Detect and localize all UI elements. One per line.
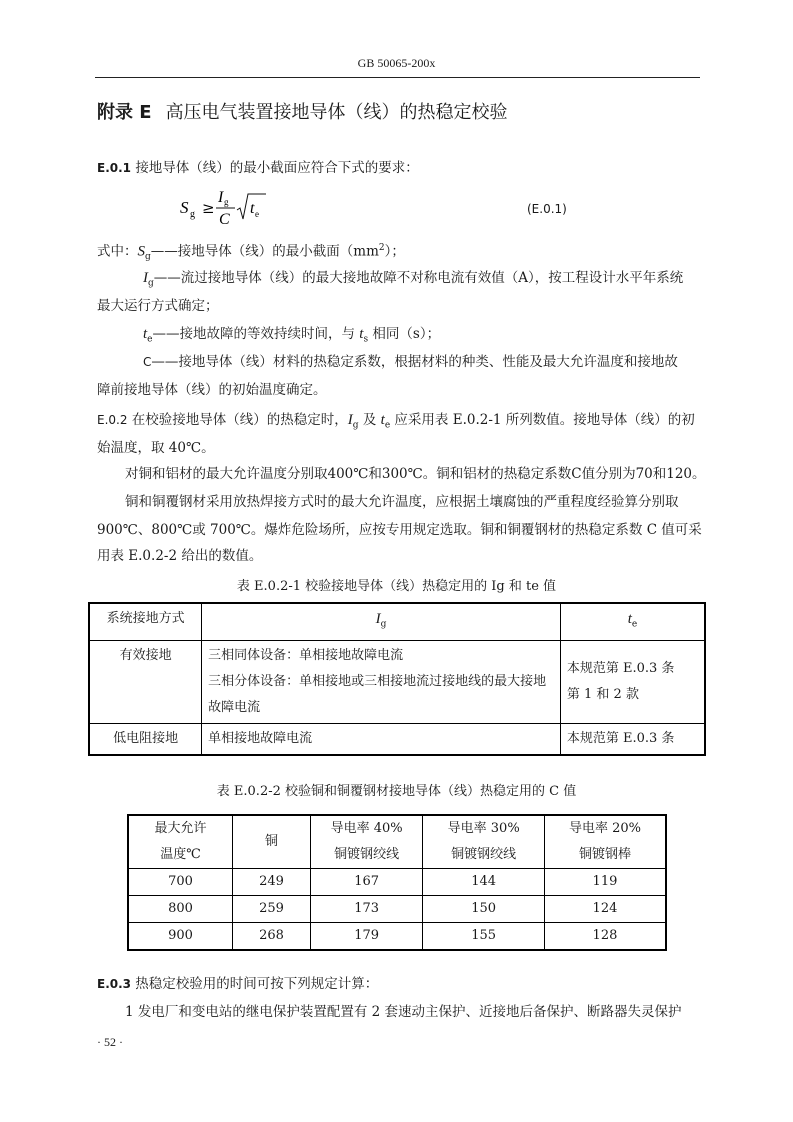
def-te bbox=[143, 324, 440, 350]
def-c bbox=[143, 352, 678, 372]
def-ig-text: ——流过接地导体（线）的最大接地故障不对称电流有效值（A），按工程设计水平年系统 bbox=[153, 270, 684, 286]
sym-te: t bbox=[143, 326, 148, 342]
header-rule bbox=[95, 77, 700, 78]
cell-ig-line: 三相同体设备：单相接地故障电流 bbox=[208, 647, 404, 663]
def-sg-end: ）； bbox=[384, 243, 405, 260]
table-row bbox=[128, 869, 666, 896]
header-ig bbox=[202, 603, 561, 640]
header-40 bbox=[310, 815, 423, 869]
formula-radicand-sub: e bbox=[255, 209, 259, 219]
formula-lhs: S bbox=[180, 198, 189, 217]
e02-text-b: 应采用表 E.0.2-1 所列数值。接地导体（线）的初 bbox=[390, 412, 695, 428]
sym-ts: t bbox=[359, 326, 364, 342]
def-sg-sup: 2 bbox=[378, 243, 385, 253]
header-30 bbox=[423, 815, 545, 869]
cell-value: 179 bbox=[310, 923, 423, 951]
header-line: 导电率 40% bbox=[330, 821, 403, 836]
header-max-temp bbox=[128, 815, 233, 869]
cell-ig-line: 三相分体设备：单相接地或三相接地流过接地线的最大接地 bbox=[208, 673, 547, 689]
header-grounding-mode: 系统接地方式 bbox=[89, 603, 202, 640]
formula-operator: ≥ bbox=[202, 199, 215, 217]
cell-temp: 800 bbox=[128, 896, 233, 923]
header-line: 铜镀钢棒 bbox=[578, 847, 631, 862]
cell-te-line: 本规范第 E.0.3 条 bbox=[566, 660, 675, 676]
e02-text-c: 始温度，取 40℃。 bbox=[97, 440, 215, 456]
cell-ig bbox=[202, 640, 561, 723]
cell-value: 173 bbox=[310, 896, 423, 923]
appendix-title bbox=[97, 98, 508, 124]
e03-item-1: 1 发电厂和变电站的继电保护装置配置有 2 套速动主保护、近接地后备保护、断路器失灵保护 bbox=[125, 1004, 682, 1020]
formula-numerator: I bbox=[218, 189, 224, 206]
cell-value: 167 bbox=[310, 869, 423, 896]
sym-te: t bbox=[380, 412, 385, 428]
paragraph-max-temp: 对铜和铝材的最大允许温度分别取400℃和300℃。铜和铝材的热稳定系数C值分别为70和120。 bbox=[125, 466, 706, 482]
paragraph-exothermic-c: 用表 E.0.2-2 给出的数值。 bbox=[97, 548, 263, 564]
table-row bbox=[128, 923, 666, 951]
cell-te-line: 第 1 和 2 款 bbox=[566, 686, 639, 702]
sym-te-sub: e bbox=[384, 420, 391, 431]
def-ig-cont: 最大运行方式确定； bbox=[97, 298, 219, 314]
header-line: 铜镀钢绞线 bbox=[334, 847, 400, 862]
sym-c: C bbox=[143, 355, 152, 369]
cell-temp: 700 bbox=[128, 869, 233, 896]
sym-sg-sub: g bbox=[145, 252, 151, 263]
cell-value: 144 bbox=[423, 869, 545, 896]
cell-te bbox=[560, 640, 705, 723]
header-copper: 铜 bbox=[233, 815, 311, 869]
formula-denominator: C bbox=[219, 211, 230, 228]
def-te-text: ——接地故障的等效持续时间，与 bbox=[152, 326, 360, 342]
paragraph-exothermic-b: 900℃、800℃或 700℃。爆炸危险场所，应按专用规定选取。铜和铜覆钢材的热稳定系数 C 值可采 bbox=[97, 522, 702, 538]
cell-value: 128 bbox=[544, 923, 666, 951]
cell-value: 249 bbox=[233, 869, 311, 896]
clause-e02 bbox=[97, 410, 695, 436]
clause-number: E.0.1 bbox=[97, 161, 132, 175]
table-c-values bbox=[127, 814, 667, 951]
appendix-title-text: 高压电气装置接地导体（线）的热稳定校验 bbox=[165, 102, 508, 123]
sym-ig-sub: g bbox=[352, 420, 359, 431]
sym-te-sub: e bbox=[147, 334, 153, 345]
table-row bbox=[128, 896, 666, 923]
sym-ig-sub: g bbox=[148, 278, 154, 289]
header-line: 温度℃ bbox=[160, 847, 201, 862]
header-line: 导电率 30% bbox=[447, 821, 520, 836]
table-header-row bbox=[128, 815, 666, 869]
sym-ig: I bbox=[347, 412, 353, 428]
formula-radicand: t bbox=[250, 200, 255, 217]
table-row bbox=[89, 640, 705, 723]
header-te bbox=[560, 603, 705, 640]
e02-and: 及 bbox=[358, 412, 381, 428]
header-20 bbox=[544, 815, 666, 869]
formula-numerator-sub: g bbox=[224, 197, 229, 207]
paragraph-exothermic-a: 铜和铜覆钢材采用放热焊接方式时的最大允许温度，应根据土壤腐蚀的严重程度经验算分别取 bbox=[125, 494, 679, 510]
cell-value: 119 bbox=[544, 869, 666, 896]
table1-caption: 表 E.0.2-1 校验接地导体（线）热稳定用的 Ig 和 te 值 bbox=[236, 579, 557, 594]
table-ig-te bbox=[88, 602, 706, 756]
running-header: GB 50065-200x bbox=[357, 56, 436, 70]
cell-value: 268 bbox=[233, 923, 311, 951]
table2-caption: 表 E.0.2-2 校验铜和铜覆钢材接地导体（线）热稳定用的 C 值 bbox=[216, 784, 577, 799]
cell-value: 259 bbox=[233, 896, 311, 923]
def-te-end: 相同（s）； bbox=[368, 326, 441, 342]
formula-e01 bbox=[178, 186, 288, 230]
clause-text: 接地导体（线）的最小截面应符合下式的要求： bbox=[135, 160, 419, 176]
def-c-text: ——接地导体（线）材料的热稳定系数，根据材料的种类、性能及最大允许温度和接地故 bbox=[151, 354, 678, 370]
cell-te: 本规范第 E.0.3 条 bbox=[560, 723, 705, 755]
header-line: 最大允许 bbox=[154, 821, 207, 836]
def-ig bbox=[143, 268, 683, 294]
header-te-symbol: t bbox=[627, 611, 632, 627]
formula-lhs-sub: g bbox=[190, 209, 195, 220]
clause-e03 bbox=[97, 974, 378, 994]
sym-sg: S bbox=[137, 243, 145, 260]
page-number: · 52 · bbox=[97, 1035, 123, 1049]
cell-ig-line: 故障电流 bbox=[208, 699, 261, 715]
cell-value: 150 bbox=[423, 896, 545, 923]
def-c-cont: 障前接地导体（线）的初始温度确定。 bbox=[97, 382, 327, 398]
table-header-row bbox=[89, 603, 705, 640]
clause-e01 bbox=[97, 158, 419, 178]
cell-value: 124 bbox=[544, 896, 666, 923]
header-ig-symbol: I bbox=[375, 611, 381, 627]
cell-value: 155 bbox=[423, 923, 545, 951]
cell-temp: 900 bbox=[128, 923, 233, 951]
header-line: 铜镀钢绞线 bbox=[451, 847, 517, 862]
clause-number: E.0.2 bbox=[97, 413, 128, 427]
sym-ig: I bbox=[143, 270, 148, 286]
def-sg-text: ——接地导体（线）的最小截面（mm bbox=[150, 243, 379, 260]
clause-text: 热稳定校验用的时间可按下列规定计算： bbox=[131, 976, 379, 992]
cell-mode: 有效接地 bbox=[89, 640, 202, 723]
def-sg bbox=[97, 238, 405, 267]
defs-intro: 式中： bbox=[97, 243, 138, 260]
appendix-label: 附录 E bbox=[97, 102, 152, 123]
header-te-sub: e bbox=[631, 619, 638, 630]
cell-ig: 单相接地故障电流 bbox=[202, 723, 561, 755]
clause-number: E.0.3 bbox=[97, 977, 132, 991]
header-line: 导电率 20% bbox=[568, 821, 641, 836]
table-row bbox=[89, 723, 705, 755]
sym-ts-sub: s bbox=[363, 334, 369, 345]
header-ig-sub: g bbox=[380, 619, 387, 630]
e02-text-a: 在校验接地导体（线）的热稳定时， bbox=[127, 412, 348, 428]
cell-mode: 低电阻接地 bbox=[89, 723, 202, 755]
equation-number: (E.0.1) bbox=[527, 202, 567, 216]
